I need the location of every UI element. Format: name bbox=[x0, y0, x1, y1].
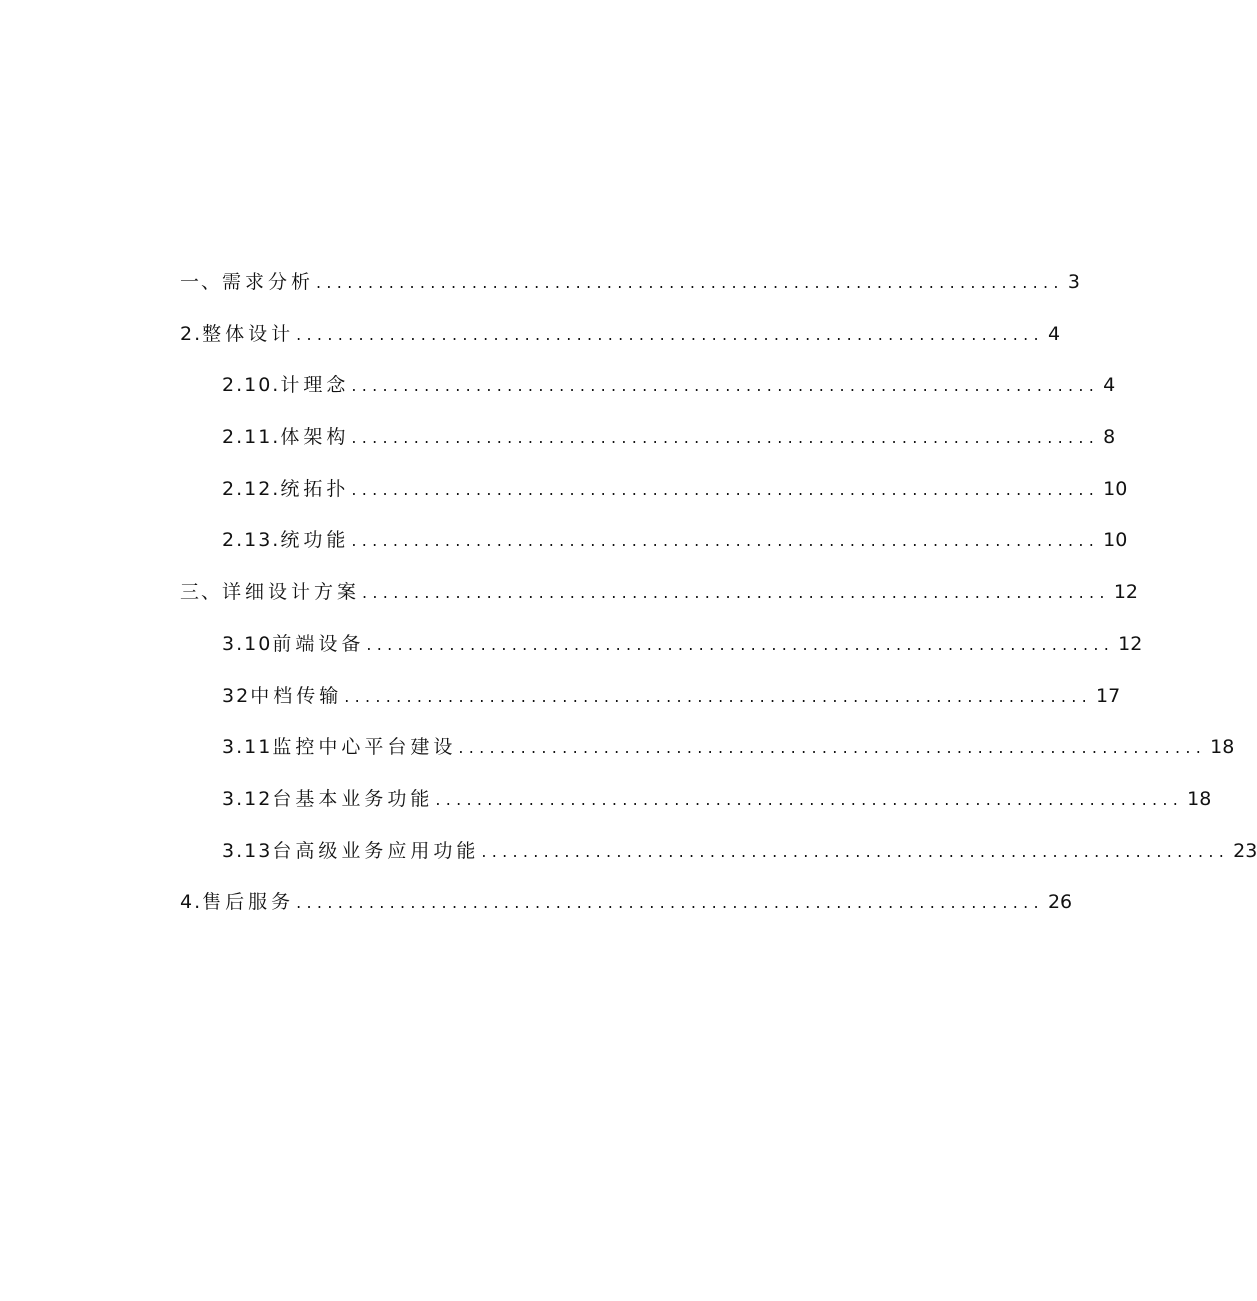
toc-entry-page: 12 bbox=[1113, 581, 1139, 604]
toc-entry-page: 17 bbox=[1096, 684, 1121, 707]
toc-entry[interactable] bbox=[0, 721, 1235, 773]
toc-entry-page: 4 bbox=[1047, 322, 1061, 345]
toc-entry-page: 26 bbox=[1047, 891, 1073, 914]
toc-entry-number: 2. bbox=[180, 322, 203, 345]
toc-entry[interactable] bbox=[0, 876, 1073, 928]
toc-entry-number: 3.13 bbox=[222, 839, 273, 862]
toc-entry-page: 10 bbox=[1103, 529, 1128, 552]
toc-entry[interactable] bbox=[0, 359, 1116, 411]
toc-entry-title: 统功能 bbox=[280, 529, 350, 552]
dot-leader: ........................................................................ bbox=[458, 738, 1207, 758]
toc-entry-page: 3 bbox=[1067, 271, 1080, 293]
dot-leader: ........................................................................ bbox=[435, 789, 1184, 809]
toc-entry[interactable] bbox=[0, 825, 1257, 877]
toc-entry-number: 2.12. bbox=[222, 477, 281, 500]
toc-entry-title: 监控中心平台建设 bbox=[272, 736, 457, 759]
toc-entry[interactable] bbox=[0, 514, 1128, 566]
toc-entry-number: 2.10. bbox=[222, 374, 281, 397]
toc-entry-page: 23 bbox=[1233, 839, 1257, 862]
toc-entry-page: 18 bbox=[1210, 736, 1235, 759]
toc-entry-number: 三、 bbox=[180, 581, 223, 604]
toc-entry-number: 4. bbox=[180, 891, 203, 914]
toc-entry-number: 2.11. bbox=[222, 426, 281, 449]
toc-entry[interactable] bbox=[0, 308, 1061, 360]
toc-entry-title: 体架构 bbox=[280, 426, 350, 449]
toc-entry-number: 3.10 bbox=[222, 632, 273, 655]
toc-entry-number: 3.12 bbox=[222, 787, 273, 810]
toc-entry-title: 售后服务 bbox=[202, 891, 295, 914]
table-of-contents bbox=[0, 256, 1257, 928]
toc-entry-title: 台高级业务应用功能 bbox=[272, 839, 480, 862]
dot-leader: ........................................................................ bbox=[351, 428, 1100, 448]
dot-leader: ........................................................................ bbox=[366, 634, 1115, 654]
toc-entry-number: 2.13. bbox=[222, 529, 281, 552]
dot-leader: ........................................................................ bbox=[351, 479, 1100, 499]
toc-entry[interactable] bbox=[0, 773, 1212, 825]
toc-entry[interactable] bbox=[0, 670, 1121, 722]
toc-entry[interactable] bbox=[0, 463, 1128, 515]
toc-entry-title: 需求分析 bbox=[222, 271, 315, 293]
dot-leader: ........................................................................ bbox=[296, 893, 1044, 913]
toc-entry-number: 32 bbox=[222, 684, 251, 707]
toc-entry-title: 计理念 bbox=[280, 374, 350, 397]
toc-entry[interactable] bbox=[0, 411, 1116, 463]
toc-entry-title: 中档传输 bbox=[250, 684, 343, 707]
dot-leader: ........................................................................ bbox=[481, 841, 1230, 861]
toc-entry[interactable] bbox=[0, 256, 1080, 308]
dot-leader: ........................................................................ bbox=[362, 583, 1110, 603]
toc-entry-page: 8 bbox=[1103, 426, 1116, 449]
toc-entry-title: 台基本业务功能 bbox=[272, 787, 434, 810]
toc-entry[interactable] bbox=[0, 566, 1139, 618]
toc-entry-title: 详细设计方案 bbox=[222, 581, 361, 604]
toc-entry-number: 3.11 bbox=[222, 736, 273, 759]
toc-entry-page: 18 bbox=[1187, 787, 1212, 810]
toc-entry-title: 前端设备 bbox=[272, 632, 365, 655]
dot-leader: ........................................................................ bbox=[316, 273, 1064, 292]
toc-entry-page: 4 bbox=[1103, 374, 1116, 397]
toc-entry-title: 统拓扑 bbox=[280, 477, 350, 500]
dot-leader: ........................................................................ bbox=[344, 686, 1092, 706]
toc-entry-page: 10 bbox=[1103, 477, 1128, 500]
toc-entry-title: 整体设计 bbox=[202, 322, 295, 345]
dot-leader: ........................................................................ bbox=[351, 531, 1100, 551]
dot-leader: ........................................................................ bbox=[296, 324, 1044, 344]
toc-entry-page: 12 bbox=[1118, 632, 1143, 655]
toc-entry-number: 一、 bbox=[180, 271, 223, 293]
dot-leader: ........................................................................ bbox=[351, 376, 1100, 396]
toc-entry[interactable] bbox=[0, 618, 1143, 670]
